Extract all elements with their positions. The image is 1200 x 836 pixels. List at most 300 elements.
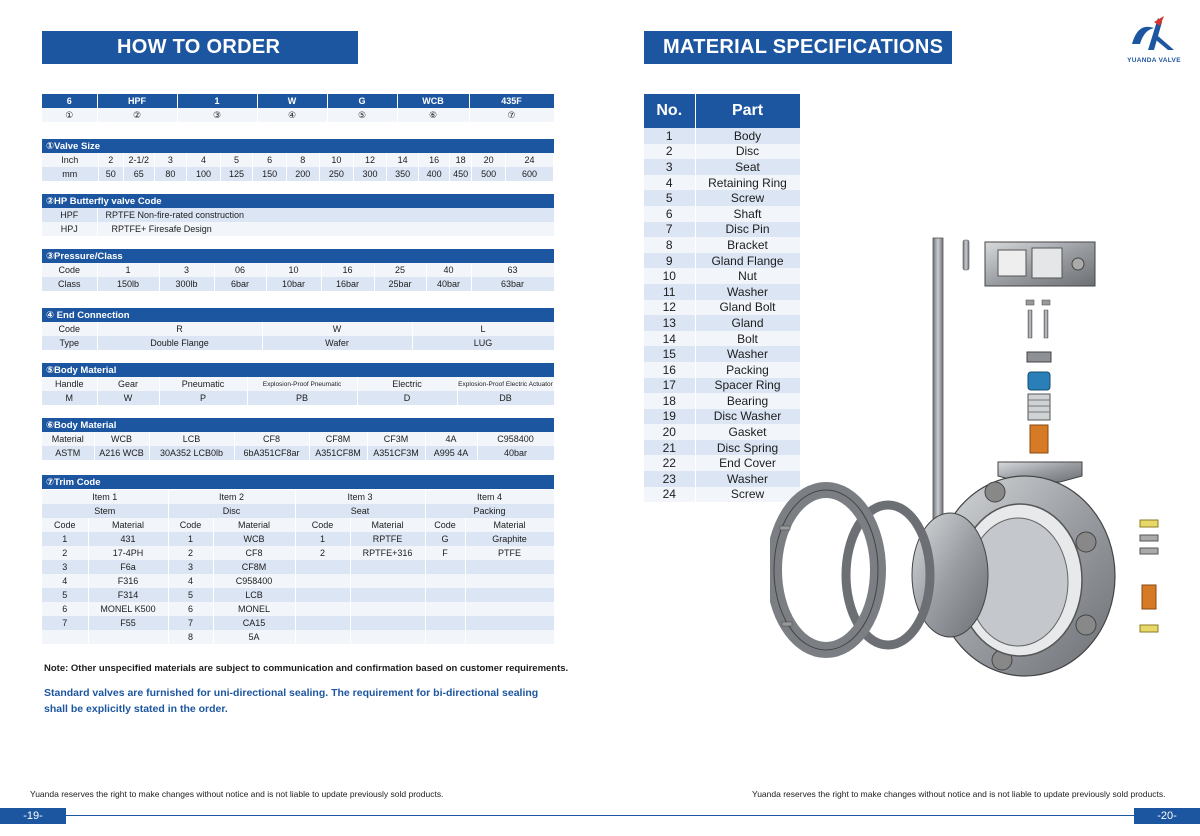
pressure-cell: 6bar bbox=[214, 277, 266, 291]
page-number-left bbox=[0, 808, 66, 824]
body-material-cell: A351CF3M bbox=[367, 446, 425, 460]
end-connection-cell: L bbox=[412, 322, 554, 336]
table-row bbox=[42, 208, 554, 222]
trim-cell: MONEL K500 bbox=[88, 602, 168, 616]
order-code-cell: HPF bbox=[97, 94, 177, 108]
trim-cell bbox=[350, 588, 425, 602]
parts-header-row bbox=[644, 94, 800, 128]
part-name: Gland bbox=[695, 315, 800, 331]
pressure-cell: 25 bbox=[374, 263, 426, 277]
operation-cell: M bbox=[42, 391, 97, 405]
valve-size-cell: 2 bbox=[98, 153, 123, 167]
table-row bbox=[42, 167, 554, 181]
end-connection-cell: W bbox=[262, 322, 412, 336]
valve-size-cell: 12 bbox=[354, 153, 387, 167]
trim-code-table bbox=[42, 490, 555, 644]
part-name: Nut bbox=[695, 268, 800, 284]
part-number: 9 bbox=[644, 253, 695, 269]
gland-icon bbox=[1028, 372, 1050, 390]
order-code-cell: 435F bbox=[469, 94, 554, 108]
table-row bbox=[42, 377, 554, 391]
body-material-cell: 40bar bbox=[477, 446, 554, 460]
trim-cell: 4 bbox=[42, 574, 88, 588]
valve-size-cell: 16 bbox=[419, 153, 450, 167]
order-code-cell: WCB bbox=[397, 94, 469, 108]
end-connection-cell: LUG bbox=[412, 336, 554, 350]
part-number: 10 bbox=[644, 268, 695, 284]
order-code-cell: 1 bbox=[177, 94, 257, 108]
body-material-cell: ASTM bbox=[42, 446, 94, 460]
trim-item-header: Item 2 bbox=[168, 490, 295, 504]
operation-table bbox=[42, 377, 555, 405]
trim-cell: 5 bbox=[42, 588, 88, 602]
trim-col-header: Code bbox=[295, 518, 350, 532]
trim-code-header bbox=[42, 475, 554, 489]
table-row bbox=[42, 336, 554, 350]
part-name: Disc Spring bbox=[695, 440, 800, 456]
trim-cell bbox=[425, 560, 465, 574]
valve-size-cell: 125 bbox=[220, 167, 253, 181]
body-material-cell: 4A bbox=[425, 432, 477, 446]
trim-cell: 2 bbox=[295, 546, 350, 560]
footer-left-text: Yuanda reserves the right to make changes without notice and is not liable to update previously sold products. bbox=[30, 789, 444, 799]
part-number: 20 bbox=[644, 424, 695, 440]
trim-cell bbox=[465, 574, 554, 588]
pressure-cell: 16 bbox=[321, 263, 374, 277]
trim-col-header: Material bbox=[88, 518, 168, 532]
end-connection-header-text: ④ End Connection bbox=[46, 309, 130, 321]
pressure-cell: 16bar bbox=[321, 277, 374, 291]
trim-col-header: Material bbox=[350, 518, 425, 532]
note-directional-text bbox=[44, 685, 564, 717]
trim-cell: 1 bbox=[42, 532, 88, 546]
valve-size-cell: 600 bbox=[505, 167, 553, 181]
material-spec-title-text: MATERIAL SPECIFICATIONS bbox=[663, 36, 944, 58]
part-number: 21 bbox=[644, 440, 695, 456]
body-material-cell: CF3M bbox=[367, 432, 425, 446]
bottom-rule-left bbox=[0, 815, 600, 816]
end-connection-cell: Wafer bbox=[262, 336, 412, 350]
logo-mark-icon bbox=[1124, 14, 1184, 54]
operation-cell: Gear bbox=[97, 377, 159, 391]
valve-size-cell: 300 bbox=[354, 167, 387, 181]
part-name: Screw bbox=[695, 190, 800, 206]
parts-row bbox=[644, 175, 800, 191]
trim-cell: 6 bbox=[42, 602, 88, 616]
part-name: Washer bbox=[695, 471, 800, 487]
part-number: 23 bbox=[644, 471, 695, 487]
trim-cell: 17-4PH bbox=[88, 546, 168, 560]
valve-size-cell: 18 bbox=[449, 153, 471, 167]
trim-cell: 1 bbox=[168, 532, 213, 546]
trim-cell: F55 bbox=[88, 616, 168, 630]
operation-cell: Pneumatic bbox=[159, 377, 247, 391]
valve-size-cell: 250 bbox=[319, 167, 354, 181]
valve-size-cell: 50 bbox=[98, 167, 123, 181]
footer-left bbox=[30, 789, 443, 799]
order-num-cell: ③ bbox=[177, 108, 257, 122]
trim-cell: 6 bbox=[168, 602, 213, 616]
operation-cell: PB bbox=[247, 391, 357, 405]
parts-col-no: No. bbox=[644, 94, 695, 128]
valve-size-cell: 8 bbox=[286, 153, 319, 167]
footer-right bbox=[752, 789, 1165, 799]
trim-cell: F bbox=[425, 546, 465, 560]
valve-size-cell: 3 bbox=[154, 153, 187, 167]
trim-cell: WCB bbox=[213, 532, 295, 546]
part-number: 12 bbox=[644, 300, 695, 316]
table-row bbox=[42, 263, 554, 277]
part-number: 15 bbox=[644, 346, 695, 362]
trim-cell bbox=[295, 616, 350, 630]
end-connection-table bbox=[42, 322, 555, 350]
valve-size-cell: 2-1/2 bbox=[124, 153, 155, 167]
trim-cell bbox=[88, 630, 168, 644]
table-row bbox=[42, 222, 554, 236]
part-number: 11 bbox=[644, 284, 695, 300]
trim-part-header: Disc bbox=[168, 504, 295, 518]
part-name: Seat bbox=[695, 159, 800, 175]
note-text bbox=[44, 663, 568, 674]
trim-part-header: Stem bbox=[42, 504, 168, 518]
part-name: Bracket bbox=[695, 237, 800, 253]
trim-cell: 7 bbox=[168, 616, 213, 630]
body-material-cell: 6bA351CF8ar bbox=[234, 446, 309, 460]
table-row bbox=[42, 546, 554, 560]
body-material-cell: CF8 bbox=[234, 432, 309, 446]
table-row bbox=[42, 277, 554, 291]
hp-desc-2-text: RPTFE+ Firesafe Design bbox=[111, 224, 212, 234]
bottom-rule-right bbox=[600, 815, 1200, 816]
part-number: 1 bbox=[644, 128, 695, 144]
trim-cell bbox=[350, 602, 425, 616]
operation-cell: W bbox=[97, 391, 159, 405]
parts-col-part: Part bbox=[695, 94, 800, 128]
hp-code-2: HPJ bbox=[42, 222, 97, 236]
body-material-cell: LCB bbox=[149, 432, 234, 446]
yuanda-logo bbox=[1124, 14, 1184, 64]
trim-cell bbox=[425, 602, 465, 616]
valve-size-cell: 4 bbox=[187, 153, 221, 167]
trim-cell bbox=[465, 602, 554, 616]
note-text-span: Note: Other unspecified materials are subject to communication and confirmation based on customer requirements. bbox=[44, 663, 569, 674]
order-num-cell: ② bbox=[97, 108, 177, 122]
operation-cell: D bbox=[357, 391, 457, 405]
order-code-cell: 6 bbox=[42, 94, 97, 108]
trim-cell: CA15 bbox=[213, 616, 295, 630]
part-number: 6 bbox=[644, 206, 695, 222]
part-number: 4 bbox=[644, 175, 695, 191]
valve-size-cell: 5 bbox=[220, 153, 253, 167]
part-name: Body bbox=[695, 128, 800, 144]
trim-cell bbox=[465, 630, 554, 644]
trim-code-header-text: ⑦Trim Code bbox=[46, 476, 101, 488]
part-name: Gland Bolt bbox=[695, 300, 800, 316]
trim-cell: Graphite bbox=[465, 532, 554, 546]
pressure-cell: 10 bbox=[266, 263, 321, 277]
hp-code-table bbox=[42, 208, 555, 236]
trim-cell bbox=[295, 574, 350, 588]
order-num-cell: ⑤ bbox=[327, 108, 397, 122]
part-name: Disc bbox=[695, 144, 800, 160]
end-connection-cell: Type bbox=[42, 336, 97, 350]
table-row bbox=[42, 518, 554, 532]
trim-cell bbox=[465, 588, 554, 602]
how-to-order-title-text: HOW TO ORDER bbox=[117, 36, 281, 58]
valve-size-cell: 10 bbox=[319, 153, 354, 167]
trim-cell: 7 bbox=[42, 616, 88, 630]
pressure-cell: Code bbox=[42, 263, 97, 277]
body-material-cell: A995 4A bbox=[425, 446, 477, 460]
how-to-order-title bbox=[42, 31, 358, 64]
trim-cell bbox=[350, 616, 425, 630]
part-name: Gasket bbox=[695, 424, 800, 440]
part-name: Shaft bbox=[695, 206, 800, 222]
end-connection-cell: R bbox=[97, 322, 262, 336]
trim-cell: 3 bbox=[168, 560, 213, 574]
valve-size-cell: 450 bbox=[449, 167, 471, 181]
trim-cell: G bbox=[425, 532, 465, 546]
body-material-table bbox=[42, 432, 555, 460]
part-number: 24 bbox=[644, 487, 695, 503]
valve-size-cell: Inch bbox=[42, 153, 98, 167]
trim-col-header: Code bbox=[168, 518, 213, 532]
trim-cell: CF8M bbox=[213, 560, 295, 574]
trim-cell bbox=[425, 574, 465, 588]
part-number: 14 bbox=[644, 331, 695, 347]
table-row bbox=[42, 446, 554, 460]
material-spec-title bbox=[644, 31, 952, 64]
exploded-valve-illustration bbox=[770, 230, 1170, 680]
order-num-cell: ⑥ bbox=[397, 108, 469, 122]
hp-code-1: HPF bbox=[42, 208, 97, 222]
valve-size-cell: 200 bbox=[286, 167, 319, 181]
part-name: Screw bbox=[695, 487, 800, 503]
valve-size-table bbox=[42, 153, 554, 181]
table-row bbox=[42, 560, 554, 574]
hp-code-header-text: ②HP Butterfly valve Code bbox=[46, 195, 162, 207]
pressure-cell: 25bar bbox=[374, 277, 426, 291]
part-name: Gland Flange bbox=[695, 253, 800, 269]
part-number: 19 bbox=[644, 409, 695, 425]
pressure-cell: 40bar bbox=[426, 277, 471, 291]
trim-cell bbox=[295, 602, 350, 616]
valve-size-cell: 65 bbox=[124, 167, 155, 181]
part-number: 8 bbox=[644, 237, 695, 253]
trim-cell bbox=[295, 588, 350, 602]
valve-size-header-text: ①Valve Size bbox=[46, 140, 100, 152]
trim-part-header: Packing bbox=[425, 504, 554, 518]
valve-size-cell: 14 bbox=[386, 153, 419, 167]
operation-cell: P bbox=[159, 391, 247, 405]
hp-code-header bbox=[42, 194, 554, 208]
body-material-header bbox=[42, 418, 554, 432]
valve-size-cell: 350 bbox=[386, 167, 419, 181]
shaft-icon bbox=[933, 238, 943, 538]
part-number: 3 bbox=[644, 159, 695, 175]
trim-cell: F6a bbox=[88, 560, 168, 574]
body-material-cell: 30A352 LCB0lb bbox=[149, 446, 234, 460]
operation-header bbox=[42, 363, 554, 377]
parts-row bbox=[644, 190, 800, 206]
trim-cell bbox=[425, 630, 465, 644]
hp-desc-2 bbox=[97, 222, 554, 236]
trim-cell: CF8 bbox=[213, 546, 295, 560]
trim-cell: LCB bbox=[213, 588, 295, 602]
order-nums-row bbox=[42, 108, 554, 122]
part-name: Bolt bbox=[695, 331, 800, 347]
trim-cell: 1 bbox=[295, 532, 350, 546]
body-material-cell: CF8M bbox=[309, 432, 367, 446]
parts-row bbox=[644, 144, 800, 160]
trim-cell: 3 bbox=[42, 560, 88, 574]
trim-cell: RPTFE bbox=[350, 532, 425, 546]
trim-cell bbox=[295, 560, 350, 574]
operation-cell: Electric bbox=[357, 377, 457, 391]
part-number: 22 bbox=[644, 455, 695, 471]
end-connection-cell: Double Flange bbox=[97, 336, 262, 350]
part-name: Spacer Ring bbox=[695, 378, 800, 394]
valve-size-cell: mm bbox=[42, 167, 98, 181]
end-connection-header bbox=[42, 308, 554, 322]
table-row bbox=[42, 588, 554, 602]
trim-cell: 431 bbox=[88, 532, 168, 546]
trim-col-header: Material bbox=[213, 518, 295, 532]
trim-cell: 5 bbox=[168, 588, 213, 602]
pressure-cell: 06 bbox=[214, 263, 266, 277]
trim-col-header: Code bbox=[425, 518, 465, 532]
part-name: Bearing bbox=[695, 393, 800, 409]
trim-cell bbox=[465, 560, 554, 574]
page-number-left-text: -19- bbox=[23, 810, 43, 822]
part-name: End Cover bbox=[695, 455, 800, 471]
operation-cell: Explosion-Proof Electric Actuator bbox=[457, 377, 554, 391]
trim-cell bbox=[350, 560, 425, 574]
trim-part-header: Seat bbox=[295, 504, 425, 518]
valve-size-cell: 6 bbox=[253, 153, 287, 167]
end-connection-cell: Code bbox=[42, 322, 97, 336]
part-name: Disc Washer bbox=[695, 409, 800, 425]
logo-text: YUANDA VALVE bbox=[1127, 57, 1181, 64]
table-row bbox=[42, 532, 554, 546]
trim-cell: 5A bbox=[213, 630, 295, 644]
pressure-cell: 150lb bbox=[97, 277, 159, 291]
part-number: 16 bbox=[644, 362, 695, 378]
note-directional-span: Standard valves are furnished for uni-directional sealing. The requirement for bi-directional sealing shall be explicitly stated in the order. bbox=[44, 687, 539, 715]
order-num-cell: ⑦ bbox=[469, 108, 554, 122]
pressure-cell: 1 bbox=[97, 263, 159, 277]
body-material-cell: A216 WCB bbox=[94, 446, 149, 460]
part-name: Retaining Ring bbox=[695, 175, 800, 191]
table-row bbox=[42, 432, 554, 446]
pressure-header-text: ③Pressure/Class bbox=[46, 250, 123, 262]
part-number: 2 bbox=[644, 144, 695, 160]
part-name: Washer bbox=[695, 284, 800, 300]
operation-cell: DB bbox=[457, 391, 554, 405]
trim-cell: 8 bbox=[168, 630, 213, 644]
table-row bbox=[42, 574, 554, 588]
part-number: 13 bbox=[644, 315, 695, 331]
operation-cell: Explosion-Proof Pneumatic bbox=[247, 377, 357, 391]
body-material-cell: WCB bbox=[94, 432, 149, 446]
part-name: Washer bbox=[695, 346, 800, 362]
table-row bbox=[42, 391, 554, 405]
operation-cell: Handle bbox=[42, 377, 97, 391]
trim-cell: PTFE bbox=[465, 546, 554, 560]
part-name: Packing bbox=[695, 362, 800, 378]
table-row bbox=[42, 153, 554, 167]
order-code-cell: G bbox=[327, 94, 397, 108]
trim-item-header: Item 4 bbox=[425, 490, 554, 504]
parts-row bbox=[644, 128, 800, 144]
bracket-icon bbox=[985, 242, 1095, 286]
pressure-cell: 3 bbox=[159, 263, 214, 277]
pressure-cell: 10bar bbox=[266, 277, 321, 291]
table-row bbox=[42, 322, 554, 336]
pressure-header bbox=[42, 249, 554, 263]
valve-size-cell: 100 bbox=[187, 167, 221, 181]
trim-cell: C958400 bbox=[213, 574, 295, 588]
body-material-cell: Material bbox=[42, 432, 94, 446]
part-number: 7 bbox=[644, 222, 695, 238]
valve-size-header bbox=[42, 139, 554, 153]
order-code-table bbox=[42, 94, 555, 122]
valve-size-cell: 20 bbox=[472, 153, 506, 167]
parts-row bbox=[644, 159, 800, 175]
trim-cell bbox=[350, 630, 425, 644]
order-code-cell: W bbox=[257, 94, 327, 108]
pressure-cell: 40 bbox=[426, 263, 471, 277]
trim-cell: F314 bbox=[88, 588, 168, 602]
trim-col-header: Material bbox=[465, 518, 554, 532]
part-number: 5 bbox=[644, 190, 695, 206]
trim-item-header: Item 3 bbox=[295, 490, 425, 504]
part-number: 17 bbox=[644, 378, 695, 394]
trim-cell: F316 bbox=[88, 574, 168, 588]
order-num-cell: ① bbox=[42, 108, 97, 122]
order-codes-row bbox=[42, 94, 554, 108]
pressure-cell: 63bar bbox=[471, 277, 554, 291]
trim-cell bbox=[425, 588, 465, 602]
table-row bbox=[42, 616, 554, 630]
hp-desc-1 bbox=[97, 208, 554, 222]
pressure-table bbox=[42, 263, 555, 291]
trim-cell: 2 bbox=[42, 546, 88, 560]
table-row bbox=[42, 630, 554, 644]
trim-cell bbox=[465, 616, 554, 630]
hp-desc-1-text: RPTFE Non-fire-rated construction bbox=[105, 210, 245, 220]
valve-size-cell: 150 bbox=[253, 167, 287, 181]
pressure-cell: 63 bbox=[471, 263, 554, 277]
pressure-cell: Class bbox=[42, 277, 97, 291]
trim-cell: MONEL bbox=[213, 602, 295, 616]
valve-size-cell: 80 bbox=[154, 167, 187, 181]
valve-size-cell: 24 bbox=[505, 153, 553, 167]
body-material-cell: A351CF8M bbox=[309, 446, 367, 460]
trim-item-header: Item 1 bbox=[42, 490, 168, 504]
part-name: Disc Pin bbox=[695, 222, 800, 238]
body-material-cell: C958400 bbox=[477, 432, 554, 446]
trim-cell: 4 bbox=[168, 574, 213, 588]
page-number-right bbox=[1134, 808, 1200, 824]
footer-right-text: Yuanda reserves the right to make changes without notice and is not liable to update previously sold products. bbox=[752, 789, 1166, 799]
trim-col-header: Code bbox=[42, 518, 88, 532]
trim-cell: 2 bbox=[168, 546, 213, 560]
part-number: 18 bbox=[644, 393, 695, 409]
table-row bbox=[42, 490, 554, 504]
table-row bbox=[42, 504, 554, 518]
pressure-cell: 300lb bbox=[159, 277, 214, 291]
